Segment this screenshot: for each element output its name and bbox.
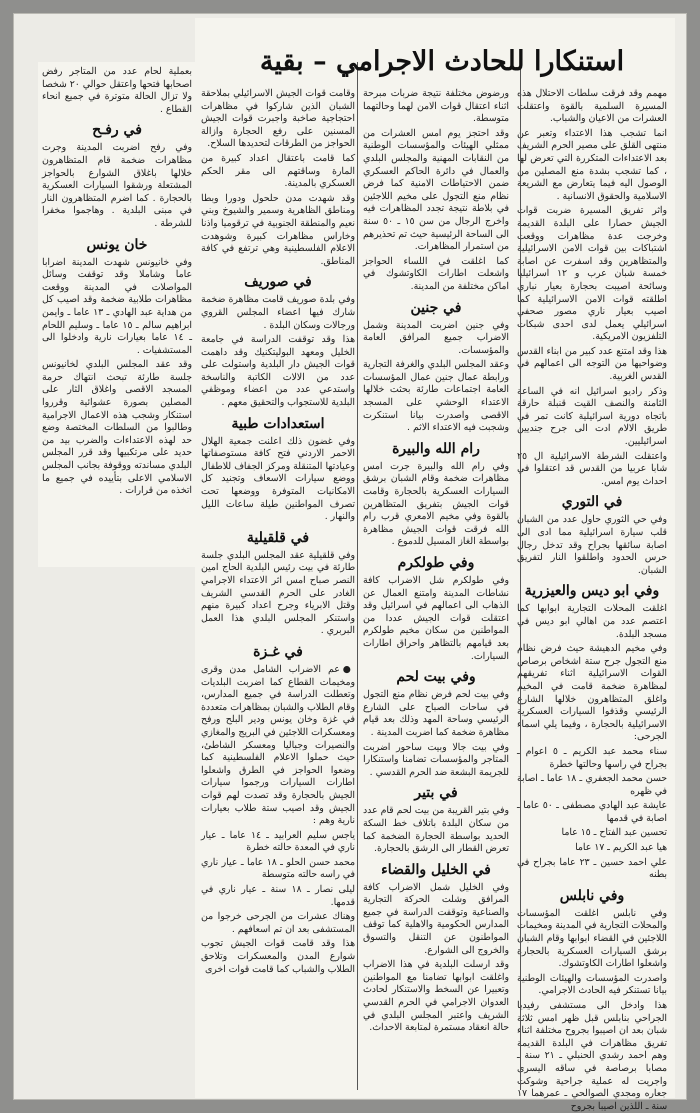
paragraph: هذا وقد امتنع عدد كبير من ابناء القدس وضواحيها من التوجه الى اعمالهم في القدس الغربية. — [517, 345, 667, 383]
article-column-left — [201, 88, 355, 1084]
column-divider — [520, 62, 521, 1090]
paragraph: واعتقلت الشرطة الاسرائيلية ال ٢٥ شابا عربيا من القدس قد اعتقلوا في احداث يوم امس. — [517, 450, 667, 487]
article-headline: استنكارا للحادث الاجرامي – بقية — [259, 46, 625, 78]
paragraph: ياجس سليم العرابيد ـ ١٤ عاما ـ عيار ناري في المعدة حالته خطرة — [201, 829, 355, 854]
sidebar-column — [42, 66, 192, 561]
paragraph: ورضوض مختلفة نتيجة ضربات مبرحة اثناء اعتقال قوات الامن لهما وحالتهما متوسطة. — [363, 88, 509, 125]
paragraph: سناء محمد عبد الكريم ـ ٥ اعوام ـ بجراح في راسها وحالتها خطرة — [517, 745, 667, 770]
article-column-middle — [363, 88, 509, 1084]
paragraph: مهمم وقد فرقت سلطات الاحتلال هذه المسيرة السلمية بالقوة واعتقلت العشرات من الاعيان والشباب. — [517, 88, 667, 125]
paragraph: وفي قلقيلية عقد المجلس البلدي جلسة طارئة في بيت رئيس البلدية الحاج امين النصر صباح امس اثر الاعتداء الاجرامي الغادر على الحرم القدسي الشريف وقتل الابرياء وجرح اعداد كبيرة منهم واستنكر المجلس البلدي هذا العمل البربري . — [201, 549, 355, 637]
section-heading: خان يونس — [86, 236, 148, 253]
paragraph: هذا وقد توقفت الدراسة في جامعة الخليل ومعهد البوليتكنيك وقد داهمت قوات الجيش دار البلدية واستولت على عدد من الالات الكاتبة والناسخة واستدعي عدد من اعضاء وموظفي البلدية للاستجواب والتحقيق معهم . — [201, 334, 355, 409]
paragraph: وقد احتجز يوم امس العشرات من ممثلي الهيئات والمؤسسات الوطنية من النقابات المهنية والمجلس البلدي والعمال في دائرة الحاكم العسكري ضمن الاحتياطات الامنية كما فرض نظام منع التجول على مخيم اللاجئين في بلاطة نتيجة تجدد المظاهرات فيه واخرج الرجال من سن ١٥ ـ ٥٠ سنة الى الساحة الرئيسية حيث تم تحذيرهم من استمرار المظاهرات. — [363, 127, 509, 253]
paragraph: عايشة عبد الهادي مصطفى ـ ٥٠ عاما ـ اصابة في قدمها — [517, 800, 667, 824]
section-heading: في غـزة — [253, 643, 303, 660]
paragraph: علي احمد حسين ـ ٢٣ عاما بجراح في بطنه — [517, 856, 667, 881]
paragraph: وقد ارسلت البلدية في هذا الاضراب واغلقت ابوابها تضامنا مع المواطنين وتعبيرا عن السخط والاستنكار لحادث العدوان الاجرامي في الحرم القدسي الشريف واعتبر المجلس البلدي في حالة انعقاد مستمرة لمتابعة الاحداث. — [363, 959, 509, 1034]
paragraph: وفي طولكرم شل الاضراب كافة نشاطات المدينة وامتنع العمال عن الذهاب الى اعمالهم في اسرائيل وقد اعتقلت قوات الجيش عددا من المواطنين من سكان مخيم طولكرم بعد قيامهم بالتظاهر واحراق اطارات السيارات. — [363, 575, 509, 662]
section-heading: استعدادات طبية — [231, 415, 325, 432]
section-heading: في الخليل والقضاء — [381, 861, 491, 878]
paragraph: وفي الخليل شمل الاضراب كافة المرافق وشلت الحركة التجارية والصناعية وتوقفت الدراسة في جميع المدارس الحكومية والاهلية كما توقف المواطنون عن التنقل والتسوق والخروج الى الشوارع. — [363, 881, 509, 956]
paragraph: انما تشجب هذا الاعتداء وتعبر عن منتهى القلق على مصير الحرم الشريف بعد الاعتداءات المتكررة التي تعرض لها ، كما تشجب بشدة منع المصلين من الوصول اليه فيما يتعارض مع الشريعة الاسلامية والحقوق الانسانية . — [517, 127, 667, 202]
paragraph: هذا وقد قامت قوات الجيش تجوب شوارع المدن والمعسكرات وتلاحق الطلاب والشباب كما قامت قوات اخرى — [201, 938, 355, 975]
paragraph: وفي نابلس اغلقت المؤسسات والمحلات التجارية في المدينة ومخيمات اللاجئين في القضاء ابوابها وقام الشبان برشق السيارات العسكرية بالحجارة واشعلوا اطارات الكاوتشوك. — [517, 907, 667, 970]
paragraph: وفي رام الله والبيرة جرت امس مظاهرات ضخمة وقام الشبان برشق السيارات العسكرية بالحجارة وقامت قوات الجيش بتفريق المتظاهرين بالقوة وفي مخيم الامعري قرب رام الله فرقت قوات الجيش مظاهرة بواسطة الغاز المسيل للدموع . — [363, 460, 509, 548]
section-heading: في قلقيلية — [246, 529, 310, 546]
paragraph: بعملية لحام عدد من المتاجر رفض اصحابها فتحها واعتقل حوالي ٢٠ شخصا ولا تزال الحالة متوترة في جميع انحاء القطاع . — [42, 66, 192, 115]
paragraph: ليلى نصار ـ ١٨ سنة ـ عيار ناري في قدمها. — [201, 884, 355, 908]
section-heading: وفي ابو ديس والعيزرية — [524, 583, 660, 600]
paragraph: وقد شهدت مدن حلحول ودورا وبطا ومناطق الظاهرية وسمير والشيوخ وبني نعيم والمنطقة الجنوبية في ترقوميا واذنا وخاراس مظاهرات كبيرة وشوهدت الاعلام الفلسطينية وهي ترتفع في كافة المناطق. — [201, 192, 355, 267]
section-heading: في بتير — [414, 785, 458, 802]
paragraph: وفي جنين اضربت المدينة وشمل الاضراب جميع المرافق العامة والمؤسسات. — [363, 319, 509, 356]
paragraph: هذا وادخل الى مستشفى رفيديا الجراحي بنابلس قبل ظهر امس ثلاثة شبان بعد ان اصيبوا بجروح مختلفة اثناء تفريق مظاهرات في البلدة القديمة وهم احمد رشدي الحنبلي ـ ٢١ سنة ـ مصابا برصاصة في ساقه اليسرى واجريت له عملية جراحية وشوكت جعاره ومجدي الصوالحي ـ عمرهما ١٧ سنة ـ اللذين اصيبا بجروح — [517, 1000, 667, 1112]
paragraph: محمد حسن الحلو ـ ١٨ عاما ـ عيار ناري في راسه حالته متوسطة — [201, 856, 355, 881]
section-heading: وفي نابلس — [559, 887, 625, 904]
sidebar-clipping — [38, 62, 196, 567]
paragraph: واثر تفريق المسيرة ضربت قوات الجيش حصارا على البلدة القديمة وخرجت عدة مظاهرات ووقعت اشتباكات بين قوات الامن الاسرائيلية والمتظاهرين وقد اسفرت عن اصابة خمسة شبان عرب و ١٢ اسرائيليا وسائحة اصيبت بحجارة بعيار نباري اطلقته قوات الامن الاسرائيلية كما اصيب بعيار ناري مصور صحفي اسرائيلي يعمل لدى احدى شبكات التلفزيون الامريكية. — [517, 205, 667, 343]
paragraph: وعقد المجلس البلدي والغرفة التجارية ورابطة عمال جنين عمال المؤسسات العامة اجتماعات طارئة بحثت خلالها الاعتداء الوحشي على المسجد الاقصى واصدرت بيانا استنكرت وشجبت فيه الاعتداء الاثم . — [363, 359, 509, 434]
paragraph: تحسين عبد الفتاح ـ ١٥ عاما — [561, 827, 667, 839]
paragraph: هيا عبد الكريم ـ ١٧ عاما — [575, 842, 667, 854]
article-column-right — [517, 88, 667, 1112]
paragraph: كما قامت باعتقال اعداد كبيرة من المارة وساقتهم الى مقر الحكم العسكري بالمدينة. — [201, 152, 355, 190]
paragraph: حسن محمد الجعفري ـ ١٨ عاما ـ اصابة في ظهره — [517, 773, 667, 797]
section-heading: في التوري — [561, 494, 623, 511]
paragraph — [201, 664, 355, 828]
paragraph: وفي بلدة صوريف قامت مظاهرة ضخمة شارك فيها اعضاء المجلس القروي ورجالات وسكان البلدة . — [201, 294, 355, 331]
column-divider — [357, 62, 358, 1090]
paragraph: وفي حي الثوري حاول عدد من الشبان قلب سيارة اسرائيلية مما ادى الى اصابة سائقها بجراح وقد تدخل رجال حرس الحدود واطلقوا النار لتفريق الشبان. — [517, 514, 667, 576]
main-clipping — [195, 18, 675, 1112]
paragraph: وفي غضون ذلك اعلنت جمعية الهلال الاحمر الاردني فتح كافة مستوصفاتها وعيادتها المتنقلة ومركز الجفاف للاطفال ووضع سيارات الاسعاف وتجنيد كل الامكانيات المتوفرة ووضعها تحت تصرف المواطنين طيلة ساعات الليل والنهار . — [201, 435, 355, 523]
section-heading: وفي طولكرم — [397, 555, 475, 571]
paragraph: وفي بتير القريبة من بيت لحم قام عدد من سكان البلدة باتلاف خط السكة الحديد بواسطة الحجارة الضخمة كما تعرض القطار الى الرشق بالحجارة. — [363, 805, 509, 855]
paragraph: وهناك عشرات من الجرحى خرجوا من المستشفى بعد ان تم اسعافهم . — [201, 911, 355, 935]
paragraph: وقامت قوات الجيش الاسرائيلي بملاحقة الشبان الذين شاركوا في مظاهرات احتجاجية صاخبة واجبرت قوات الجيش المسنين على رفع الحجارة وازالة الحواجز من الطرقات لتحديدها السلاح. — [201, 88, 355, 150]
paragraph-text: عم الاضراب الشامل مدن وقرى ومخيمات القطاع كما اضربت البلديات وتعطلت الدراسة في جميع المدارس، وقام الطلاب والشبان بمظاهرات متعددة في غزة وخان يونس ودير البلح ورفح ومعسكرات اللاجئين في البريج والمغازي والنصيرات وجباليا ومعسكر الشاطئ، حيث حملوا الاعلام الفلسطينية كما وضعوا الحواجز في الطرق واشعلوا اطارات السيارات ورجموا سيارات الجيش بالحجارة وقد تصدت لهم قوات الجيش وقد اصيب ستة طلاب بعيارات نارية وهم : — [201, 663, 355, 827]
paragraph: اغلقت المحلات التجارية ابوابها كما اعتصم عدد من اهالي ابو ديس في مسجد البلدة. — [517, 603, 667, 640]
section-heading: في رفـح — [92, 122, 142, 139]
section-heading: في جنين — [410, 299, 462, 316]
paragraph: كما اغلقت في اللساء الحواجز واشعلت اطارات الكاوتشوك في اماكن مختلفة من المدينة. — [363, 255, 509, 292]
bullet-icon: ● — [342, 663, 355, 675]
paragraph: وفي خانيونس شهدت المدينة اضرابا عاما وشاملا وقد توقفت وسائل المواصلات في المدينة ووقعت مظاهرات طلابية ضخمة وقد اصيب كل من هداية عبد الهادي ـ ١٣ عاما ـ وايمن ابراهيم سالم ـ ١٥ عاما ـ وسليم اللحام ـ ١٤ عاما بعيارات نارية وادخلوا الى المستشفيات . — [42, 256, 193, 356]
section-heading: في صوريف — [244, 274, 312, 291]
section-heading: وفي بيت لحم — [396, 669, 476, 686]
paragraph: وفي رفح اضربت المدينة وجرت مظاهرات ضخمة قام المتظاهرون خلالها باغلاق الشوارع بالحواجز المشتعلة ورشقوا السيارات العسكرية بالحجارة . كما اضرم المتظاهرون النار في مبنى البلدية . وهاجموا مخفرا للشرطة . — [42, 142, 192, 229]
paragraph: وذكر راديو اسرائيل انه في الساعة الثامنة والنصف القيت قنبلة حارقة باتجاه دورية اسرائيلية كانت تمر في طريق الالام ادت الى جرح جنديين اسرائيليين. — [517, 385, 667, 448]
paragraph: وفي بيت جالا وبيت ساحور اضربت المتاجر والمؤسسات تضامنا واستنكارا للجريمة البشعة ضد الحرم القدسي . — [363, 741, 509, 778]
paragraph: وفي مخيم الدهيشة حيث فرض نظام منع التجول جرح ستة اشخاص برصاص القوات الاسرائيلية اثناء تفريقهم لمظاهرة ضخمة قامت في المخيم واغلق المتظاهرون خلالها الشارع الرئيسي وقذفوا السيارات العسكرية الاسرائيلية بالحجارة ، وفيما يلي اسماء الجرحى: — [517, 643, 667, 743]
section-heading: رام الله والبيرة — [392, 440, 480, 457]
paragraph: وفي بيت لحم فرض نظام منع التجول في ساحات الصباح على الشارع الرئيسي وساحة المهد وذلك بعد قيام مظاهرة ضخمة كما اضربت المدينة . — [363, 689, 509, 738]
paragraph: واصدرت المؤسسات والهيئات الوطنية بيانا تستنكر فيه الحادث الاجرامي. — [517, 972, 667, 997]
paragraph: وقد عقد المجلس البلدي لخانيونس جلسة طارئة تبحث انتهاك حرمة المسجد الاقصى واغلاق الثار على المصلين بصورة عشوائية وقرروا استنكار وشجب هذه الاعمال الاجرامية وطالبوا من السلطات المختصة وضع حد لهذه الاعتداءات والضرب بيد من حديد على مرتكبيها وقد قرر المجلس البلدي مساندته ووقوفة بجانب المجلس الاسلامي الاعلى بتأييده في جميع ما اتخذه من قرارات . — [42, 359, 192, 497]
